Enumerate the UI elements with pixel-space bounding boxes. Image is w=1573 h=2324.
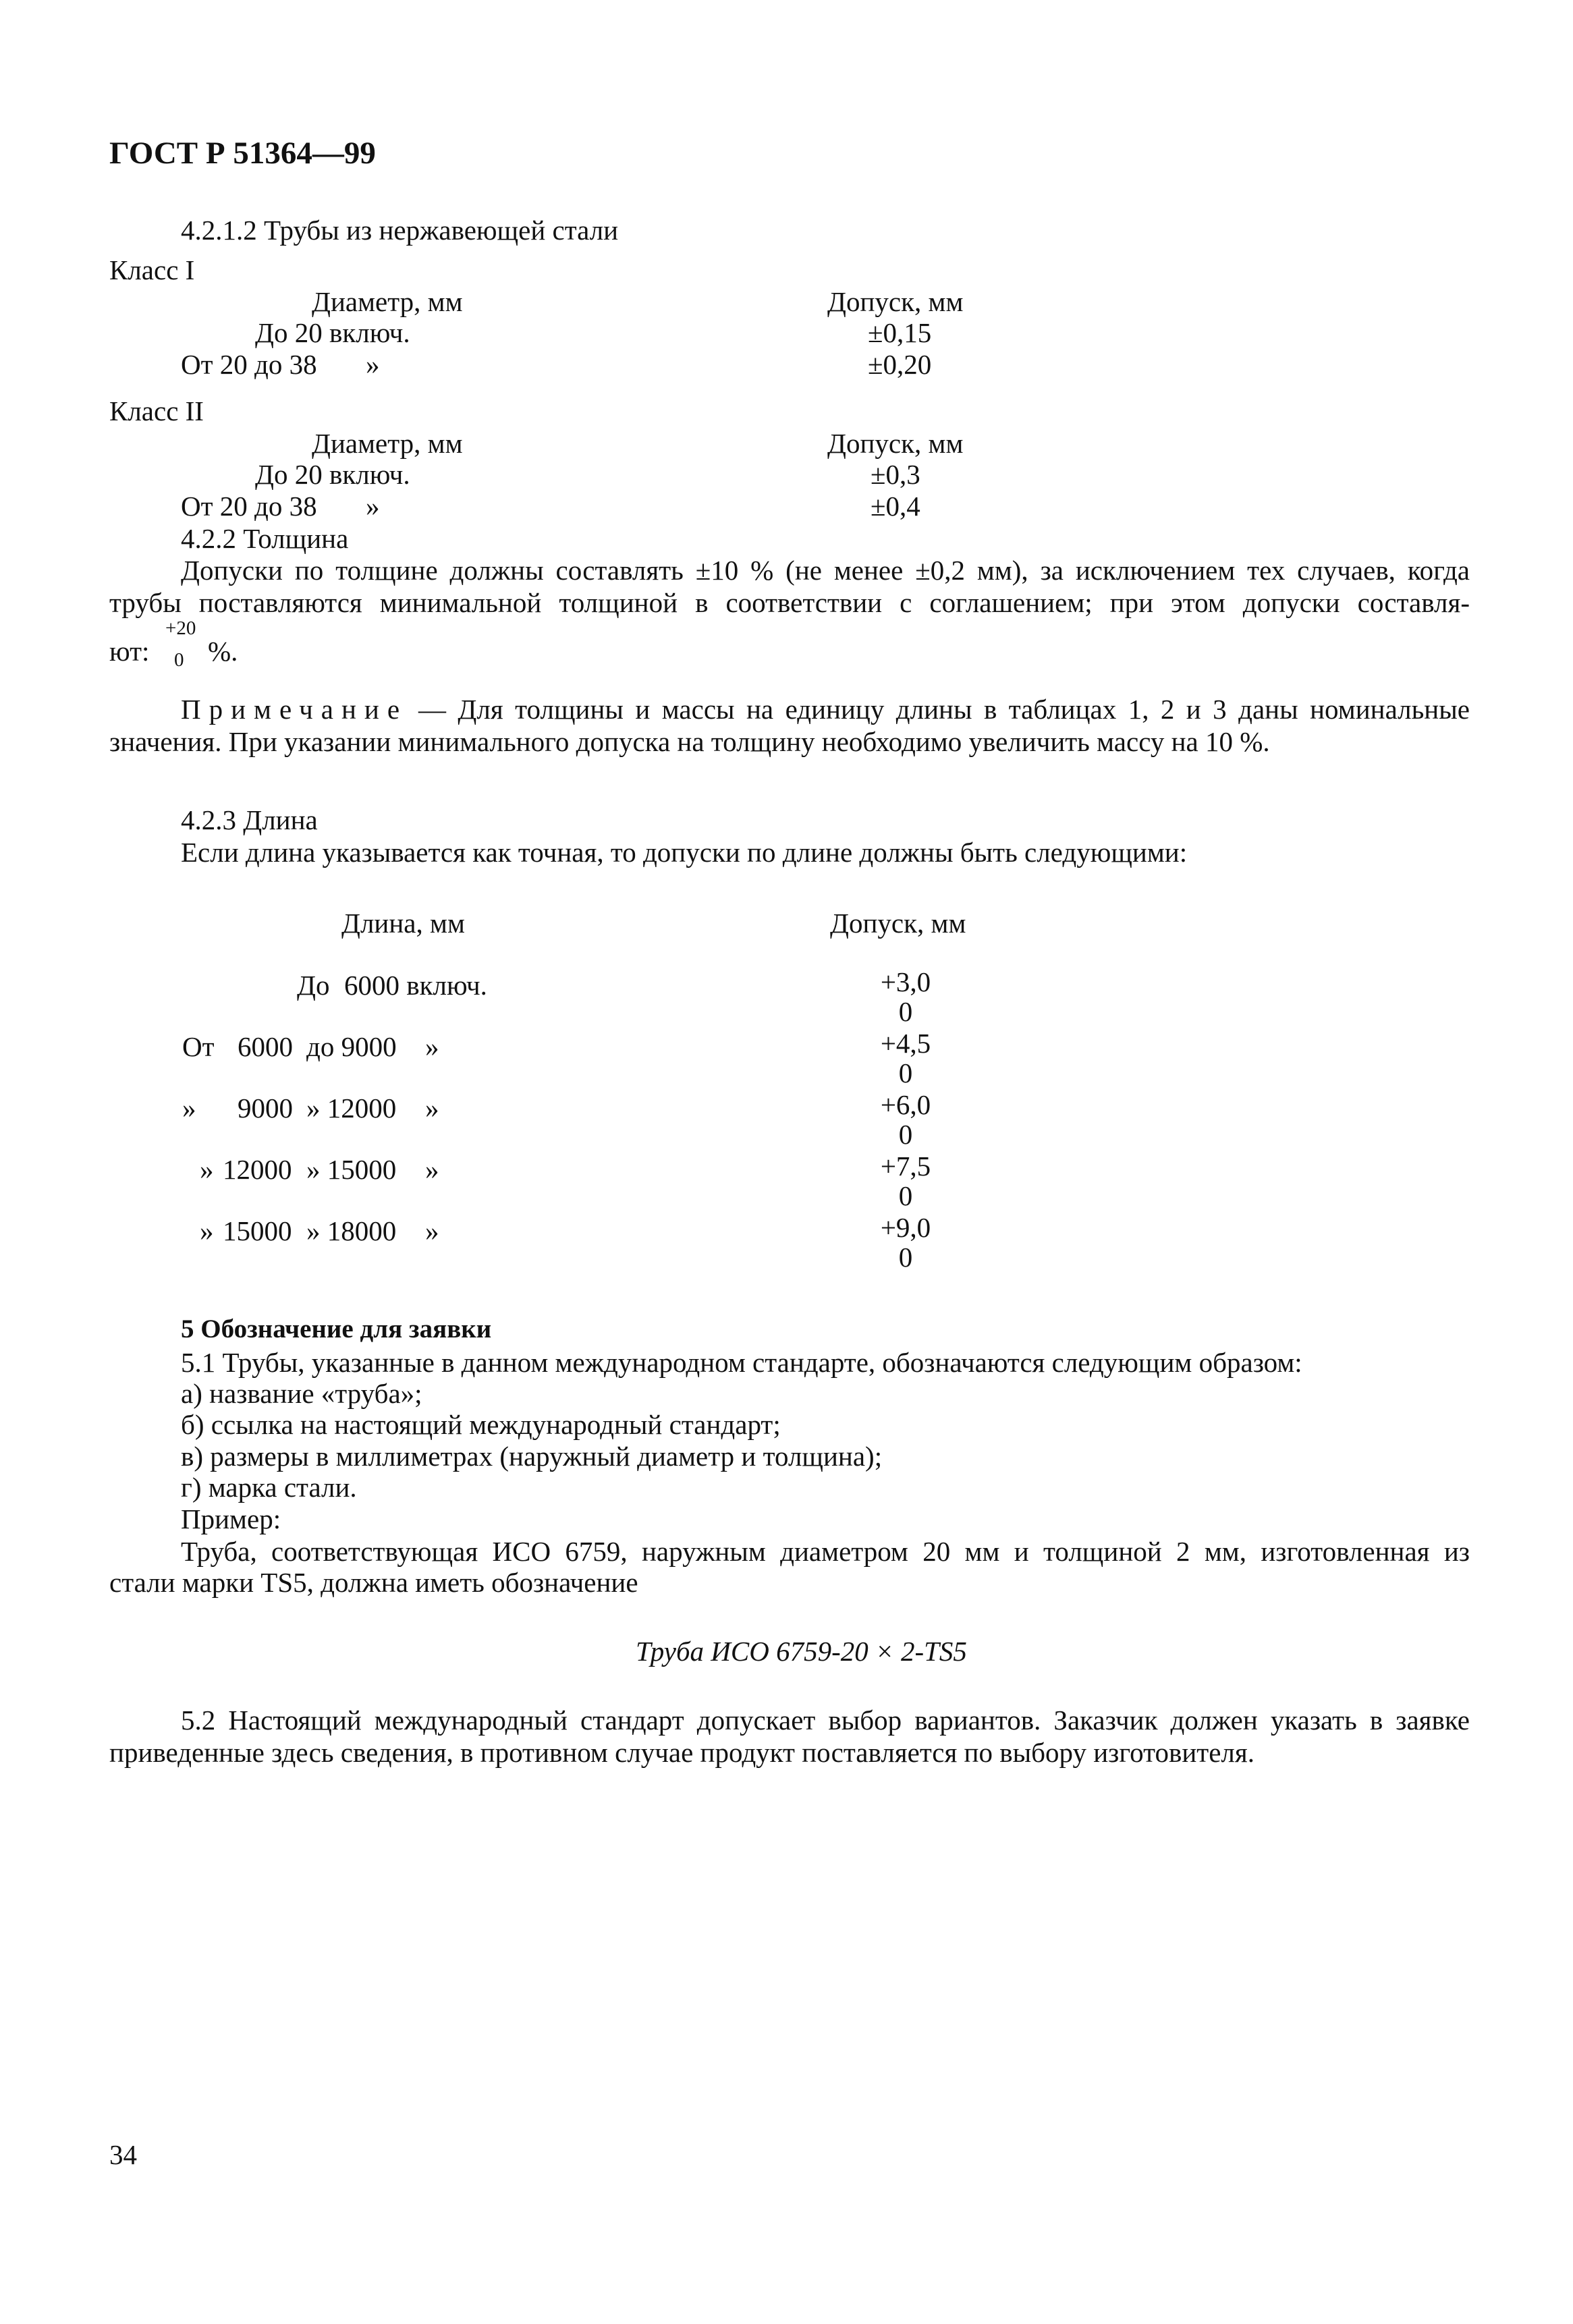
length-row-4-prefix: » bbox=[200, 1154, 214, 1185]
class2-col-diameter: Диаметр, мм bbox=[312, 428, 463, 459]
class2-row2-tolerance: ±0,4 bbox=[871, 491, 920, 522]
class2-row2-ditto: » bbox=[366, 491, 380, 522]
example-line2: стали марки TS5, должна иметь обозначение bbox=[109, 1567, 638, 1598]
class1-row1-diameter: До 20 включ. bbox=[255, 317, 410, 348]
length-row-5-ditto: » bbox=[425, 1215, 439, 1246]
class1-row2-tolerance: ±0,20 bbox=[868, 349, 932, 380]
note-line1: — Для толщины и массы на единицу длины в таблицах 1, 2 и 3 даны номинальные bbox=[418, 694, 1470, 725]
length-row-3-to: » 12000 bbox=[306, 1092, 397, 1124]
section-5-heading: 5 Обозначение для заявки bbox=[181, 1315, 492, 1344]
class1-col-diameter: Диаметр, мм bbox=[312, 286, 463, 317]
length-row-2-from: 6000 bbox=[238, 1031, 293, 1062]
length-row-2-tol-upper: +4,5 bbox=[880, 1028, 931, 1059]
list-item-b: б) ссылка на настоящий международный стандарт; bbox=[181, 1409, 781, 1440]
length-row-5-from: 15000 bbox=[223, 1215, 292, 1246]
length-row-1-tol-upper: +3,0 bbox=[880, 966, 931, 997]
section-423-intro: Если длина указывается как точная, то допуски по длине должны быть следующими: bbox=[181, 837, 1188, 868]
section-422-line1: Допуски по толщине должны составлять ±10 % (не менее ±0,2 мм), за исключением тех случаев, когда bbox=[181, 555, 1470, 586]
length-row-2-ditto: » bbox=[425, 1031, 439, 1062]
document-number: ГОСТ Р 51364—99 bbox=[109, 136, 376, 171]
section-52-line2: приведенные здесь сведения, в противном случае продукт поставляется по выбору изготовителя. bbox=[109, 1737, 1254, 1768]
length-col-header: Длина, мм bbox=[341, 908, 465, 939]
page-number: 34 bbox=[109, 2139, 137, 2170]
class1-row2-ditto: » bbox=[366, 349, 380, 380]
class1-row2-diameter: От 20 до 38 bbox=[181, 349, 317, 380]
example-line1: Труба, соответствующая ИСО 6759, наружным диаметром 20 мм и толщиной 2 мм, изготовленная из bbox=[181, 1536, 1470, 1567]
note-line2: значения. При указании минимального допуска на толщину необходимо увеличить массу на 10 %. bbox=[109, 726, 1270, 757]
class1-col-tolerance: Допуск, мм bbox=[827, 286, 964, 317]
length-row-3-tol-upper: +6,0 bbox=[880, 1089, 931, 1120]
class1-row1-tolerance: ±0,15 bbox=[868, 317, 932, 348]
length-row-5-tol-upper: +9,0 bbox=[880, 1212, 931, 1243]
length-row-1-to: 6000 включ. bbox=[344, 970, 487, 1001]
section-422-line2: трубы поставляются минимальной толщиной в соответствии с соглашением; при этом допуски составля- bbox=[109, 587, 1470, 618]
list-item-a: а) название «труба»; bbox=[181, 1378, 422, 1409]
class2-row1-diameter: До 20 включ. bbox=[255, 459, 410, 490]
example-label: Пример: bbox=[181, 1503, 281, 1534]
length-row-4-to: » 15000 bbox=[306, 1154, 397, 1185]
length-row-4-ditto: » bbox=[425, 1154, 439, 1185]
section-422-line3-prefix: ют: bbox=[109, 636, 150, 667]
thickness-tolerance-upper: +20 bbox=[165, 617, 196, 639]
list-item-c: в) размеры в миллиметрах (наружный диаметр и толщина); bbox=[181, 1441, 883, 1472]
length-row-5-prefix: » bbox=[200, 1215, 214, 1246]
class2-title: Класс II bbox=[109, 395, 204, 426]
note-label: Примечание bbox=[181, 694, 408, 725]
length-row-4-tol-upper: +7,5 bbox=[880, 1151, 931, 1182]
class2-row1-tolerance: ±0,3 bbox=[871, 459, 920, 490]
section-52-line1: 5.2 Настоящий международный стандарт допускает выбор вариантов. Заказчик должен указать в заявке bbox=[181, 1705, 1470, 1736]
class1-title: Класс I bbox=[109, 254, 195, 285]
length-row-1-from: До bbox=[297, 970, 330, 1001]
length-row-2-prefix: От bbox=[182, 1031, 215, 1062]
section-51-text: 5.1 Трубы, указанные в данном международном стандарте, обозначаются следующим образом: bbox=[181, 1347, 1302, 1378]
designation-example: Труба ИСО 6759-20 × 2-TS5 bbox=[636, 1636, 967, 1667]
class2-row2-diameter: От 20 до 38 bbox=[181, 491, 317, 522]
length-row-4-tol-lower: 0 bbox=[898, 1180, 913, 1211]
length-row-2-to: до 9000 bbox=[306, 1031, 397, 1062]
length-row-5-to: » 18000 bbox=[306, 1215, 397, 1246]
length-row-4-from: 12000 bbox=[223, 1154, 292, 1185]
section-4212-heading: 4.2.1.2 Трубы из нержавеющей стали bbox=[181, 215, 619, 246]
length-row-3-tol-lower: 0 bbox=[898, 1119, 913, 1150]
section-423-heading: 4.2.3 Длина bbox=[181, 804, 318, 835]
length-row-3-prefix: » bbox=[182, 1092, 196, 1124]
section-422-heading: 4.2.2 Толщина bbox=[181, 523, 349, 554]
class2-col-tolerance: Допуск, мм bbox=[827, 428, 964, 459]
list-item-d: г) марка стали. bbox=[181, 1472, 357, 1503]
section-422-line3-suffix: %. bbox=[208, 636, 238, 667]
length-row-2-tol-lower: 0 bbox=[898, 1057, 913, 1088]
thickness-tolerance-lower: 0 bbox=[174, 649, 184, 671]
length-row-3-from: 9000 bbox=[238, 1092, 293, 1124]
length-tolerance-col-header: Допуск, мм bbox=[830, 908, 966, 939]
length-row-5-tol-lower: 0 bbox=[898, 1242, 913, 1273]
length-row-3-ditto: » bbox=[425, 1092, 439, 1124]
length-row-1-tol-lower: 0 bbox=[898, 996, 913, 1027]
